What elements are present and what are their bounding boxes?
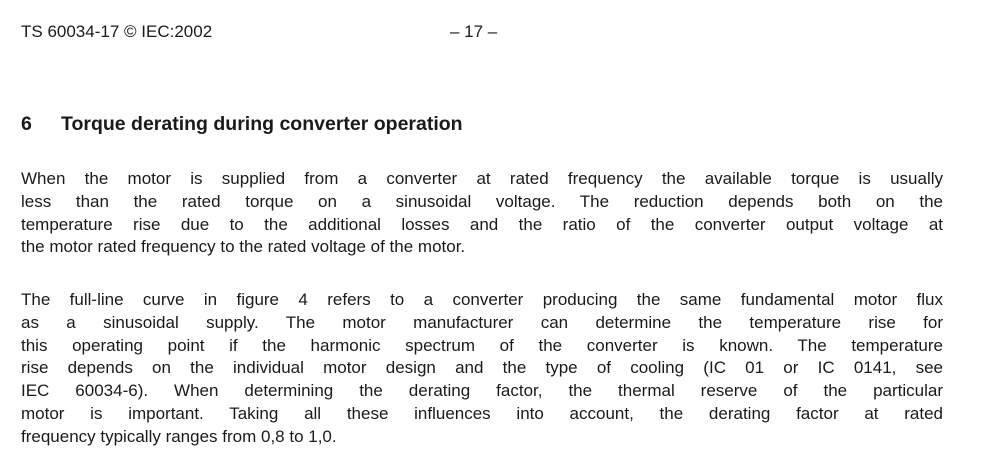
paragraph-line: as a sinusoidal supply. The motor manufacturer can determine the temperature rise for (21, 312, 943, 332)
section-title: Torque derating during converter operation (61, 113, 463, 135)
paragraph-line: this operating point if the harmonic spectrum of the converter is known. The temperature (21, 335, 943, 355)
paragraph-line: frequency typically ranges from 0,8 to 1,0. (21, 426, 337, 446)
paragraph-line: The full-line curve in figure 4 refers to a converter producing the same fundamental motor flux (21, 290, 943, 309)
paragraph-line: rise depends on the individual motor design and the type of cooling (IC 01 or IC 0141, see (21, 358, 943, 378)
paragraph-line: the motor rated frequency to the rated voltage of the motor. (21, 237, 466, 257)
section-number: 6 (21, 113, 32, 135)
paragraph-line: temperature rise due to the additional losses and the ratio of the converter output voltage at (21, 214, 943, 234)
paragraph-line: When the motor is supplied from a converter at rated frequency the available torque is usually (21, 169, 943, 188)
paragraph-line: motor is important. Taking all these influences into account, the derating factor at rated (21, 403, 943, 423)
paragraph-2 (21, 289, 943, 449)
paragraph-line: IEC 60034-6). When determining the derating factor, the thermal reserve of the particular (21, 381, 943, 401)
paragraph-line: less than the rated torque on a sinusoidal voltage. The reduction depends both on the (21, 191, 943, 211)
paragraph-1 (21, 168, 943, 259)
page-header (21, 22, 961, 42)
document-reference: TS 60034-17 © IEC:2002 (21, 22, 213, 41)
section-heading (21, 112, 463, 136)
page-number: – 17 – (450, 22, 498, 41)
